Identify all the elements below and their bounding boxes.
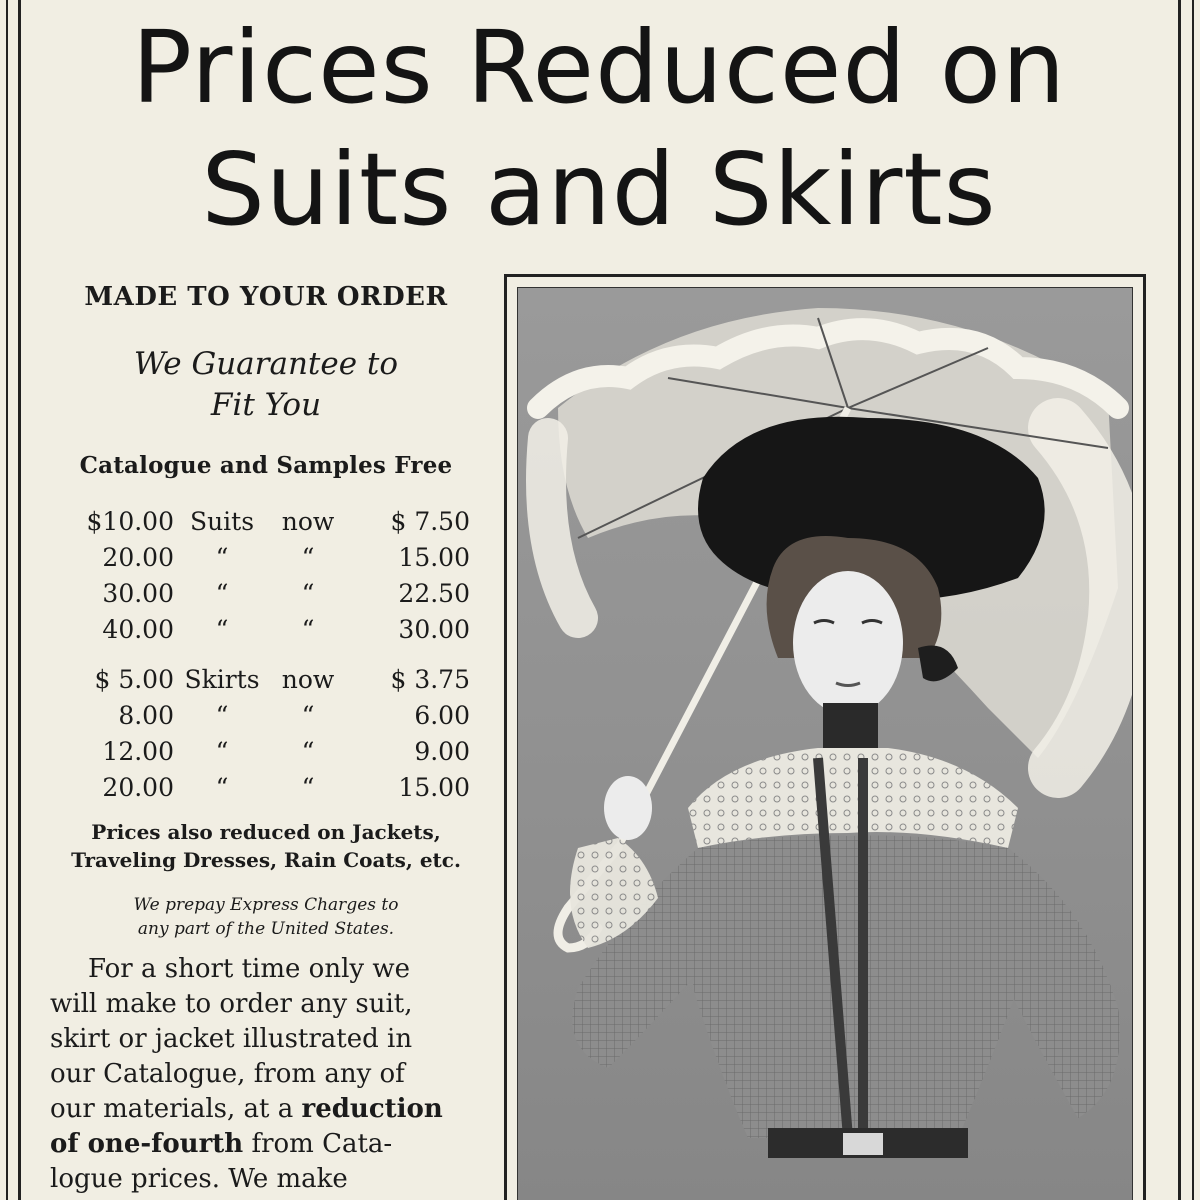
body-line-6-bold: of one-fourth	[50, 1129, 244, 1159]
body-line-5-bold: reduction	[301, 1094, 443, 1124]
ditto-mark: “	[215, 542, 229, 572]
skirts-price-table	[62, 661, 470, 805]
ditto-mark: “	[301, 736, 315, 766]
frame-rule-right-outer	[1192, 0, 1194, 1200]
ditto-mark: “	[301, 772, 315, 802]
hand	[604, 776, 652, 840]
belt-buckle	[843, 1133, 883, 1155]
lace-yoke	[688, 748, 1018, 848]
reduced-price: 6.00	[414, 700, 470, 730]
body-line-1: For a short time only we	[88, 954, 410, 984]
reduced-price: 9.00	[414, 736, 470, 766]
body-line-4: our Catalogue, from any of	[50, 1059, 405, 1089]
prepay-line-1: We prepay Express Charges to	[133, 895, 399, 915]
fashion-illustration	[517, 287, 1133, 1200]
ditto-mark: “	[301, 542, 315, 572]
now-label: now	[281, 664, 335, 694]
body-line-6	[50, 1127, 482, 1162]
body-line-6-text: from Cata-	[243, 1129, 393, 1159]
ditto-mark: “	[215, 614, 229, 644]
headline-line-1: Prices Reduced on	[131, 9, 1067, 126]
frame-rule-left-outer	[6, 0, 8, 1200]
ditto-mark: “	[301, 578, 315, 608]
reduced-price: 15.00	[398, 542, 470, 572]
original-price: 20.00	[102, 772, 174, 802]
collar	[823, 703, 878, 753]
reduced-price: 22.50	[398, 578, 470, 608]
prepay-line-2: any part of the United States.	[137, 919, 395, 939]
ditto-mark: “	[301, 700, 315, 730]
ditto-mark: “	[215, 772, 229, 802]
body-line-5	[50, 1092, 482, 1127]
prepay-note	[50, 893, 482, 941]
frame-rule-right-inner	[1178, 0, 1181, 1200]
now-label: now	[281, 506, 335, 536]
suits-price-table	[62, 503, 470, 647]
reduced-price: 15.00	[398, 772, 470, 802]
bodice	[693, 836, 1018, 1139]
table-row	[62, 661, 470, 697]
table-row	[62, 539, 470, 575]
reduced-price: $ 3.75	[390, 664, 470, 694]
guarantee-heading	[50, 344, 482, 426]
original-price: $ 5.00	[94, 664, 174, 694]
woman-with-parasol-illustration	[518, 288, 1133, 1200]
illustration-frame	[504, 274, 1146, 1200]
body-paragraph	[50, 952, 482, 1197]
original-price: $10.00	[86, 506, 174, 536]
table-row	[62, 575, 470, 611]
table-row	[62, 697, 470, 733]
also-reduced-line-2: Traveling Dresses, Rain Coats, etc.	[71, 848, 461, 872]
also-reduced-line-1: Prices also reduced on Jackets,	[91, 820, 441, 844]
table-row	[62, 733, 470, 769]
catalogue-heading: Catalogue and Samples Free	[79, 452, 453, 479]
ditto-mark: “	[215, 736, 229, 766]
table-row	[62, 503, 470, 539]
face	[793, 571, 903, 715]
reduced-price: $ 7.50	[390, 506, 470, 536]
ditto-mark: “	[301, 614, 315, 644]
item-label: Suits	[189, 506, 255, 536]
body-line-3: skirt or jacket illustrated in	[50, 1024, 413, 1054]
ditto-mark: “	[215, 700, 229, 730]
table-row	[62, 611, 470, 647]
guarantee-line-2: Fit You	[210, 387, 322, 423]
original-price: 40.00	[102, 614, 174, 644]
made-to-order-heading: MADE TO YOUR ORDER	[84, 282, 448, 312]
frame-rule-left-inner	[18, 0, 21, 1200]
original-price: 8.00	[118, 700, 174, 730]
also-reduced-note	[50, 818, 482, 874]
body-line-7: logue prices. We make	[50, 1164, 348, 1194]
guarantee-line-1: We Guarantee to	[133, 346, 399, 382]
item-label: Skirts	[184, 664, 260, 694]
ditto-mark: “	[215, 578, 229, 608]
body-line-2: will make to order any suit,	[50, 989, 413, 1019]
original-price: 20.00	[102, 542, 174, 572]
original-price: 30.00	[102, 578, 174, 608]
table-row	[62, 769, 470, 805]
body-line-5-text: our materials, at a	[50, 1094, 302, 1124]
headline-line-2: Suits and Skirts	[201, 131, 997, 248]
reduced-price: 30.00	[398, 614, 470, 644]
original-price: 12.00	[102, 736, 174, 766]
right-sleeve	[998, 848, 1120, 1118]
